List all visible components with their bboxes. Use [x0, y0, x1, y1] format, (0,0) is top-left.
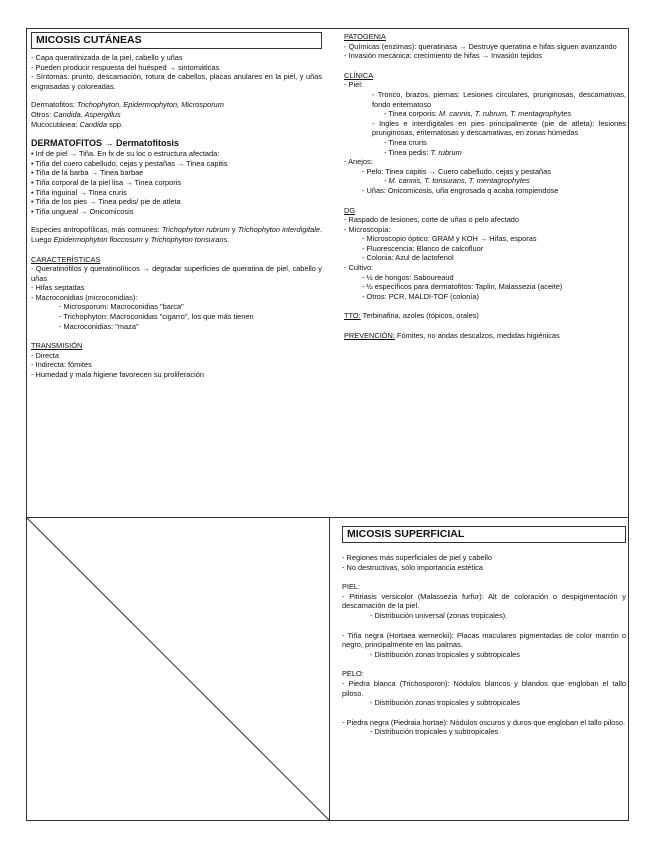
piedra-negra-item: - Piedra negra (Piedraia hortae): Nódulos oscuros y duros que engloban el tallo piloso.: [342, 717, 626, 727]
clinica-heading: CLÍNICA: [344, 70, 374, 80]
pato-item: - Invasión mecánica: crecimiento de hifas → Invasión tejidos: [344, 51, 542, 61]
intro-line: - Pueden producir respuesta del huésped → sintomáticas: [31, 62, 220, 72]
clinica-cruris: - Tinea cruris: [384, 137, 427, 147]
species-name: Trichophyton rubrum: [161, 225, 230, 235]
pelo-heading: PELO:: [342, 669, 364, 679]
tina-item: • Inf de piel → Tiña. En fx de su loc o estructura afectada:: [31, 149, 220, 159]
prevencion-text: Fómites, no andas descalzos, medidas higiénicas: [394, 331, 560, 341]
section-title-micosis-superficial: MICOSIS SUPERFICIAL: [342, 526, 626, 543]
clinica-pelo-species: [344, 176, 626, 186]
dg-item: - Microscopía:: [344, 224, 391, 234]
otros-label: Otros:: [31, 109, 54, 119]
piel-heading: PIEL:: [342, 582, 361, 592]
caract-item: - Macroconidias (microconidias):: [31, 292, 138, 302]
tina-item: • Tiña corporal de la piel lisa → Tinea corporis: [31, 177, 182, 187]
clinica-tronco: - Tronco, brazos, piernas: Lesiones circulares, pruriginosas, descamativas, fondo eritematoso: [372, 89, 626, 109]
tina-item: • Tiña de los pies → Tinea pedis/ pie de atleta: [31, 197, 181, 207]
dg-cult-item: - Otros: PCR, MALDI-TOF (colonía): [362, 291, 479, 301]
tto-line: [344, 311, 626, 321]
patogenia-heading: PATOGENIA: [344, 32, 386, 41]
caract-subitem: - Trichophyton: Macroconidias "cigarro", los que más tienen: [59, 312, 254, 322]
pedis-species: T. rubrum: [430, 147, 462, 157]
superficial-intro: - No destructivas, sólo importancia estética: [342, 562, 483, 572]
pedis-label: - Tinea pedis:: [384, 147, 431, 157]
species-name: Trichophyton interdigitale: [237, 225, 320, 235]
tina-item: • Tiña ungueal → Onicomicosis: [31, 206, 134, 216]
caracteristicas-heading: CARACTERÍSTICAS: [31, 254, 101, 264]
trans-item: - Indirecta: fómites: [31, 360, 92, 370]
species-name: Epidermophyton floccosum: [53, 234, 143, 244]
clinica-pedis: [344, 148, 626, 158]
mucocutanea-genus: Candida: [79, 119, 108, 129]
especies-text: Especies antropofílicas, más comunes:: [31, 225, 162, 235]
superficial-intro: - Regiones más superficiales de piel y cabello: [342, 553, 492, 562]
mucocutanea-suffix: spp.: [107, 119, 124, 129]
tina-item: • Tiña del cuero cabelludo, cejas y pestañas → Tinea capitis: [31, 158, 228, 168]
piedra-blanca-distribution: - Distribución zonas tropicales y subtropicales: [370, 698, 520, 708]
right-column: [344, 32, 626, 341]
especies-paragraph: [31, 225, 322, 244]
pitiriasis-item: - Pitiriasis versicolor (Malassezia furfur): Alt de coloración o despigmentación y descamación de la piel.: [342, 591, 626, 611]
caract-item: - Hifas septadas: [31, 283, 85, 293]
especies-text: y: [229, 225, 238, 235]
intro-line: - Capa queratinizada de la piel, cabello y uñas: [31, 53, 183, 62]
tina-negra-distribution: - Distribución zonas tropicales y subtropicales: [370, 649, 520, 659]
corporis-label: - Tinea corporis:: [384, 109, 440, 119]
dermatofitos-genera: Trichophyton, Epidermophyton, Microsporum: [77, 100, 224, 110]
clinica-corporis: [344, 109, 626, 119]
dermatofitos-label: Dermatofitos:: [31, 100, 78, 110]
clinica-pelo: - Pelo: Tinea capitis → Cuero cabelludo, cejas y pestañas: [362, 166, 551, 176]
trans-item: - Humedad y mala higiene favorecen su proliferación: [31, 370, 204, 380]
section-title-micosis-cutaneas: MICOSIS CUTÁNEAS: [31, 32, 322, 49]
dg-heading: DG: [344, 205, 356, 215]
species-name: Trichophyton tonsurans: [150, 234, 228, 244]
intro-line: - Síntomas: prurito, descamación, rotura de cabellos, placas anulares en la piel, y uñas engrasadas y coloreadas.: [31, 72, 322, 91]
caract-subitem: - Microsporum: Macroconidias "barca": [59, 302, 184, 312]
dg-cult-item: - ½ de hongos: Saboureaud: [362, 272, 454, 282]
dermatofitosis-heading: DERMATOFITOS → Dermatofitosis: [31, 138, 180, 149]
micosis-superficial-panel: [342, 526, 626, 737]
dg-micro-item: - Colonia: Azul de lactofenol: [362, 253, 454, 263]
clinica-unas: - Uñas: Onicomicosis, uña engrosada q acaba rompiendose: [362, 185, 559, 195]
especies-text: . Luego: [31, 225, 323, 244]
transmision-heading: TRANSMISIÓN: [31, 341, 83, 351]
mucocutanea-line: [31, 120, 322, 130]
dg-item: - Raspado de lesiones, corte de uñas o pelo afectado: [344, 215, 520, 225]
dg-cult-item: - ½ específicos para dermatofitos: Taplin, Malassezia (aceite): [362, 282, 563, 292]
pitiriasis-distribution: - Distribución universal (zonas tropicales).: [370, 610, 508, 620]
prevencion-line: [344, 331, 626, 341]
especies-text: .: [227, 234, 230, 244]
dg-micro-item: - Fluorescencia: Blanco de calcofluor: [362, 243, 484, 253]
tto-text: Terbinafina, azoles (tópicos, orales): [360, 311, 479, 321]
especies-text: y: [142, 234, 151, 244]
otros-line: [31, 110, 322, 120]
mucocutanea-label: Mucocutánea:: [31, 119, 80, 129]
prevencion-label: PREVENCIÓN:: [344, 331, 395, 341]
dg-item: - Cultivo:: [344, 263, 374, 273]
pelo-species: - M. cannis, T. tonsurans, T. mentagrophytes: [384, 176, 530, 186]
tina-item: • Tiña inguinal → Tinea cruris: [31, 187, 127, 197]
pato-item: - Químicas (enzimas): queratinasa → Destruye queratina e hifas siguen avanzando: [344, 41, 617, 51]
diagonal-cross-line: [27, 518, 329, 820]
caract-subitem: - Macroconidias: "maza": [59, 321, 139, 331]
piedra-negra-distribution: - Distribución tropicales y subtropicales: [370, 727, 499, 737]
tto-label: TTO:: [344, 311, 361, 321]
clinica-piel: - Piel:: [344, 80, 363, 90]
vertical-divider: [329, 517, 330, 821]
tina-negra-item: - Tiña negra (Hortaea werneckii): Placas maculares pigmentadas de color marrón o negro, principalmente en las palmas.: [342, 630, 626, 650]
dermatofitos-line: [31, 100, 322, 110]
trans-item: - Directa: [31, 350, 59, 360]
dg-micro-item: - Microscopio óptico: GRAM y KOH → Hifas, esporas: [362, 234, 537, 244]
caract-item: - Queratinófilos y queratinolíticos → degradar superficies de queratina de piel, cabello y uñas: [31, 264, 322, 283]
corporis-species: M. cannis, T. rubrum, T. mentagrophytes: [439, 109, 572, 119]
clinica-anejos: - Anejos:: [344, 157, 373, 167]
otros-genera: Candida, Aspergillus: [53, 109, 121, 119]
clinica-ingles: - Ingles e interdigitales en pies principalmente (pie de atleta): lesiones pruriginosas, eritematosas y descamativas, en zonas húmedas: [372, 118, 626, 138]
left-column: [31, 32, 322, 380]
piedra-blanca-item: - Piedra blanca (Trichosporon): Nódulos blancos y blandos que engloban el tallo piloso.: [342, 678, 626, 698]
tina-item: • Tiña de la barba → Tinea barbae: [31, 168, 144, 178]
